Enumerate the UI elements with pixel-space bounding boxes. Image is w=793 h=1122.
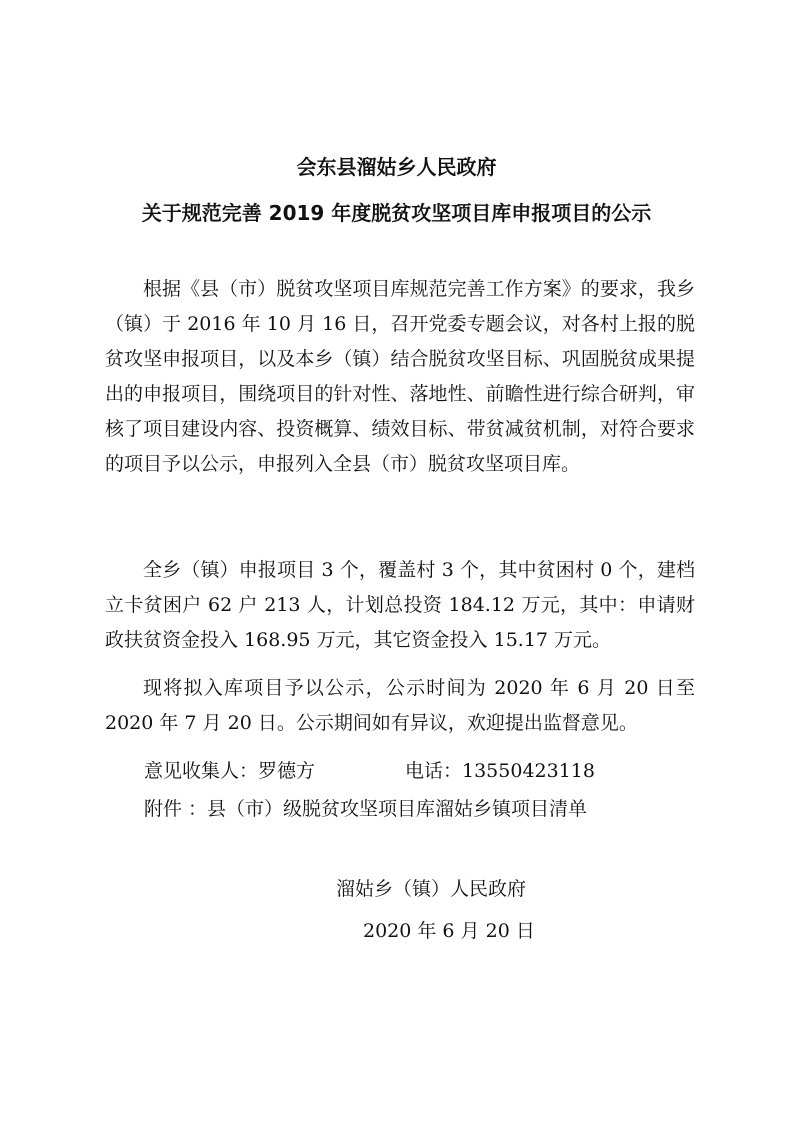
signature-organization: 溜姑乡（镇）人民政府 bbox=[336, 878, 527, 900]
paragraph-notice-period bbox=[105, 671, 695, 741]
paragraph-text: 根据《县（市）脱贫攻坚项目库规范完善工作方案》的要求，我乡（镇）于 2016 年 10 月 16 日，召开党委专题会议，对各村上报的脱贫攻坚申报项目，以及本乡（镇）结合脱贫攻坚目标、巩固脱贫成果提出的申报项目，围绕项目的针对性、落地性、前瞻性进行综合研判，审核了项目建设内容、投资概算、绩效目标、带贫减贫机制，对符合要求的项目予以公示，申报列入全县（市）脱贫攻坚项目库。 bbox=[105, 278, 695, 475]
paragraph-basis bbox=[105, 272, 695, 482]
paragraph-text: 现将拟入库项目予以公示，公示时间为 2020 年 6 月 20 日至 2020 年 7 月 20 日。公示期间如有异议，欢迎提出监督意见。 bbox=[105, 677, 695, 734]
document-title-line2: 关于规范完善 2019 年度脱贫攻坚项目库申报项目的公示 bbox=[141, 201, 652, 225]
contact-line bbox=[144, 754, 595, 789]
paragraph-text: 全乡（镇）申报项目 3 个，覆盖村 3 个，其中贫困村 0 个，建档立卡贫困户 62 户 213 人，计划总投资 184.12 万元，其中：申请财政扶贫资金投入 168.95 万元，其它资金投入 15.17 万元。 bbox=[105, 559, 695, 651]
signature-date: 2020 年 6 月 20 日 bbox=[363, 920, 535, 942]
contact-phone: 电话：13550423118 bbox=[405, 760, 595, 782]
attachment-line: 附件 ：县（市）级脱贫攻坚项目库溜姑乡镇项目清单 bbox=[144, 798, 588, 820]
document-title-line1: 会东县溜姑乡人民政府 bbox=[296, 155, 497, 179]
contact-person: 意见收集人：罗德方 bbox=[144, 760, 316, 782]
paragraph-summary bbox=[105, 553, 695, 658]
